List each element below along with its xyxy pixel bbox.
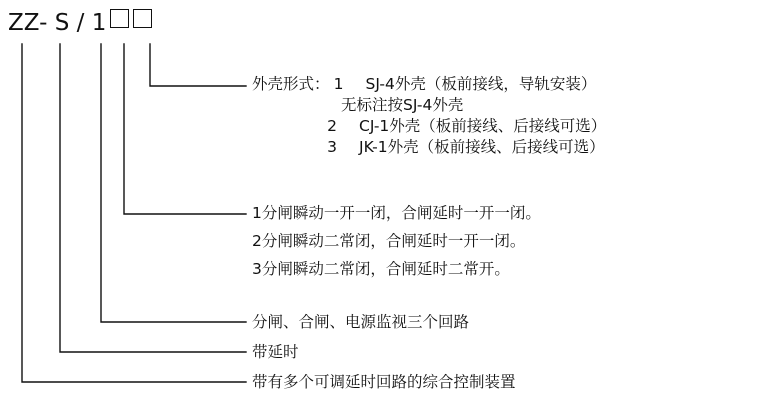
enclosure-item-text-1: SJ-4外壳（板前接线，导轨安装） [365,75,597,93]
enclosure-item-num-1: 1 [333,75,344,93]
annotation-device: 带有多个可调延时回路的综合控制装置 [252,373,516,391]
enclosure-label: 外壳形式： [252,75,330,93]
code-box-contacts [110,9,129,28]
model-code [8,8,152,38]
enclosure-item-text-3: CJ-1外壳（板前接线、后接线可选） [359,117,607,135]
enclosure-item-num-2: 2 [327,117,337,135]
model-code-text: ZZ- S / 1 [8,10,107,36]
contacts-line-3: 3分闸瞬动二常闭，合闸延时二常开。 [252,260,510,278]
annotation-delay: 带延时 [252,343,299,361]
contacts-line-1: 1分闸瞬动一开一闭，合闸延时一开一闭。 [252,204,541,222]
annotation-circuits: 分闸、合闸、电源监视三个回路 [252,313,470,331]
annotation-contacts [252,203,541,280]
enclosure-item-text-4: JK-1外壳（板前接线、后接线可选） [359,138,605,156]
enclosure-item-num-3: 3 [327,138,337,156]
code-box-enclosure [133,9,152,28]
contacts-line-2: 2分闸瞬动二常闭，合闸延时一开一闭。 [252,232,526,250]
annotation-enclosure [252,74,606,158]
enclosure-item-text-2: 无标注按SJ-4外壳 [341,96,464,114]
